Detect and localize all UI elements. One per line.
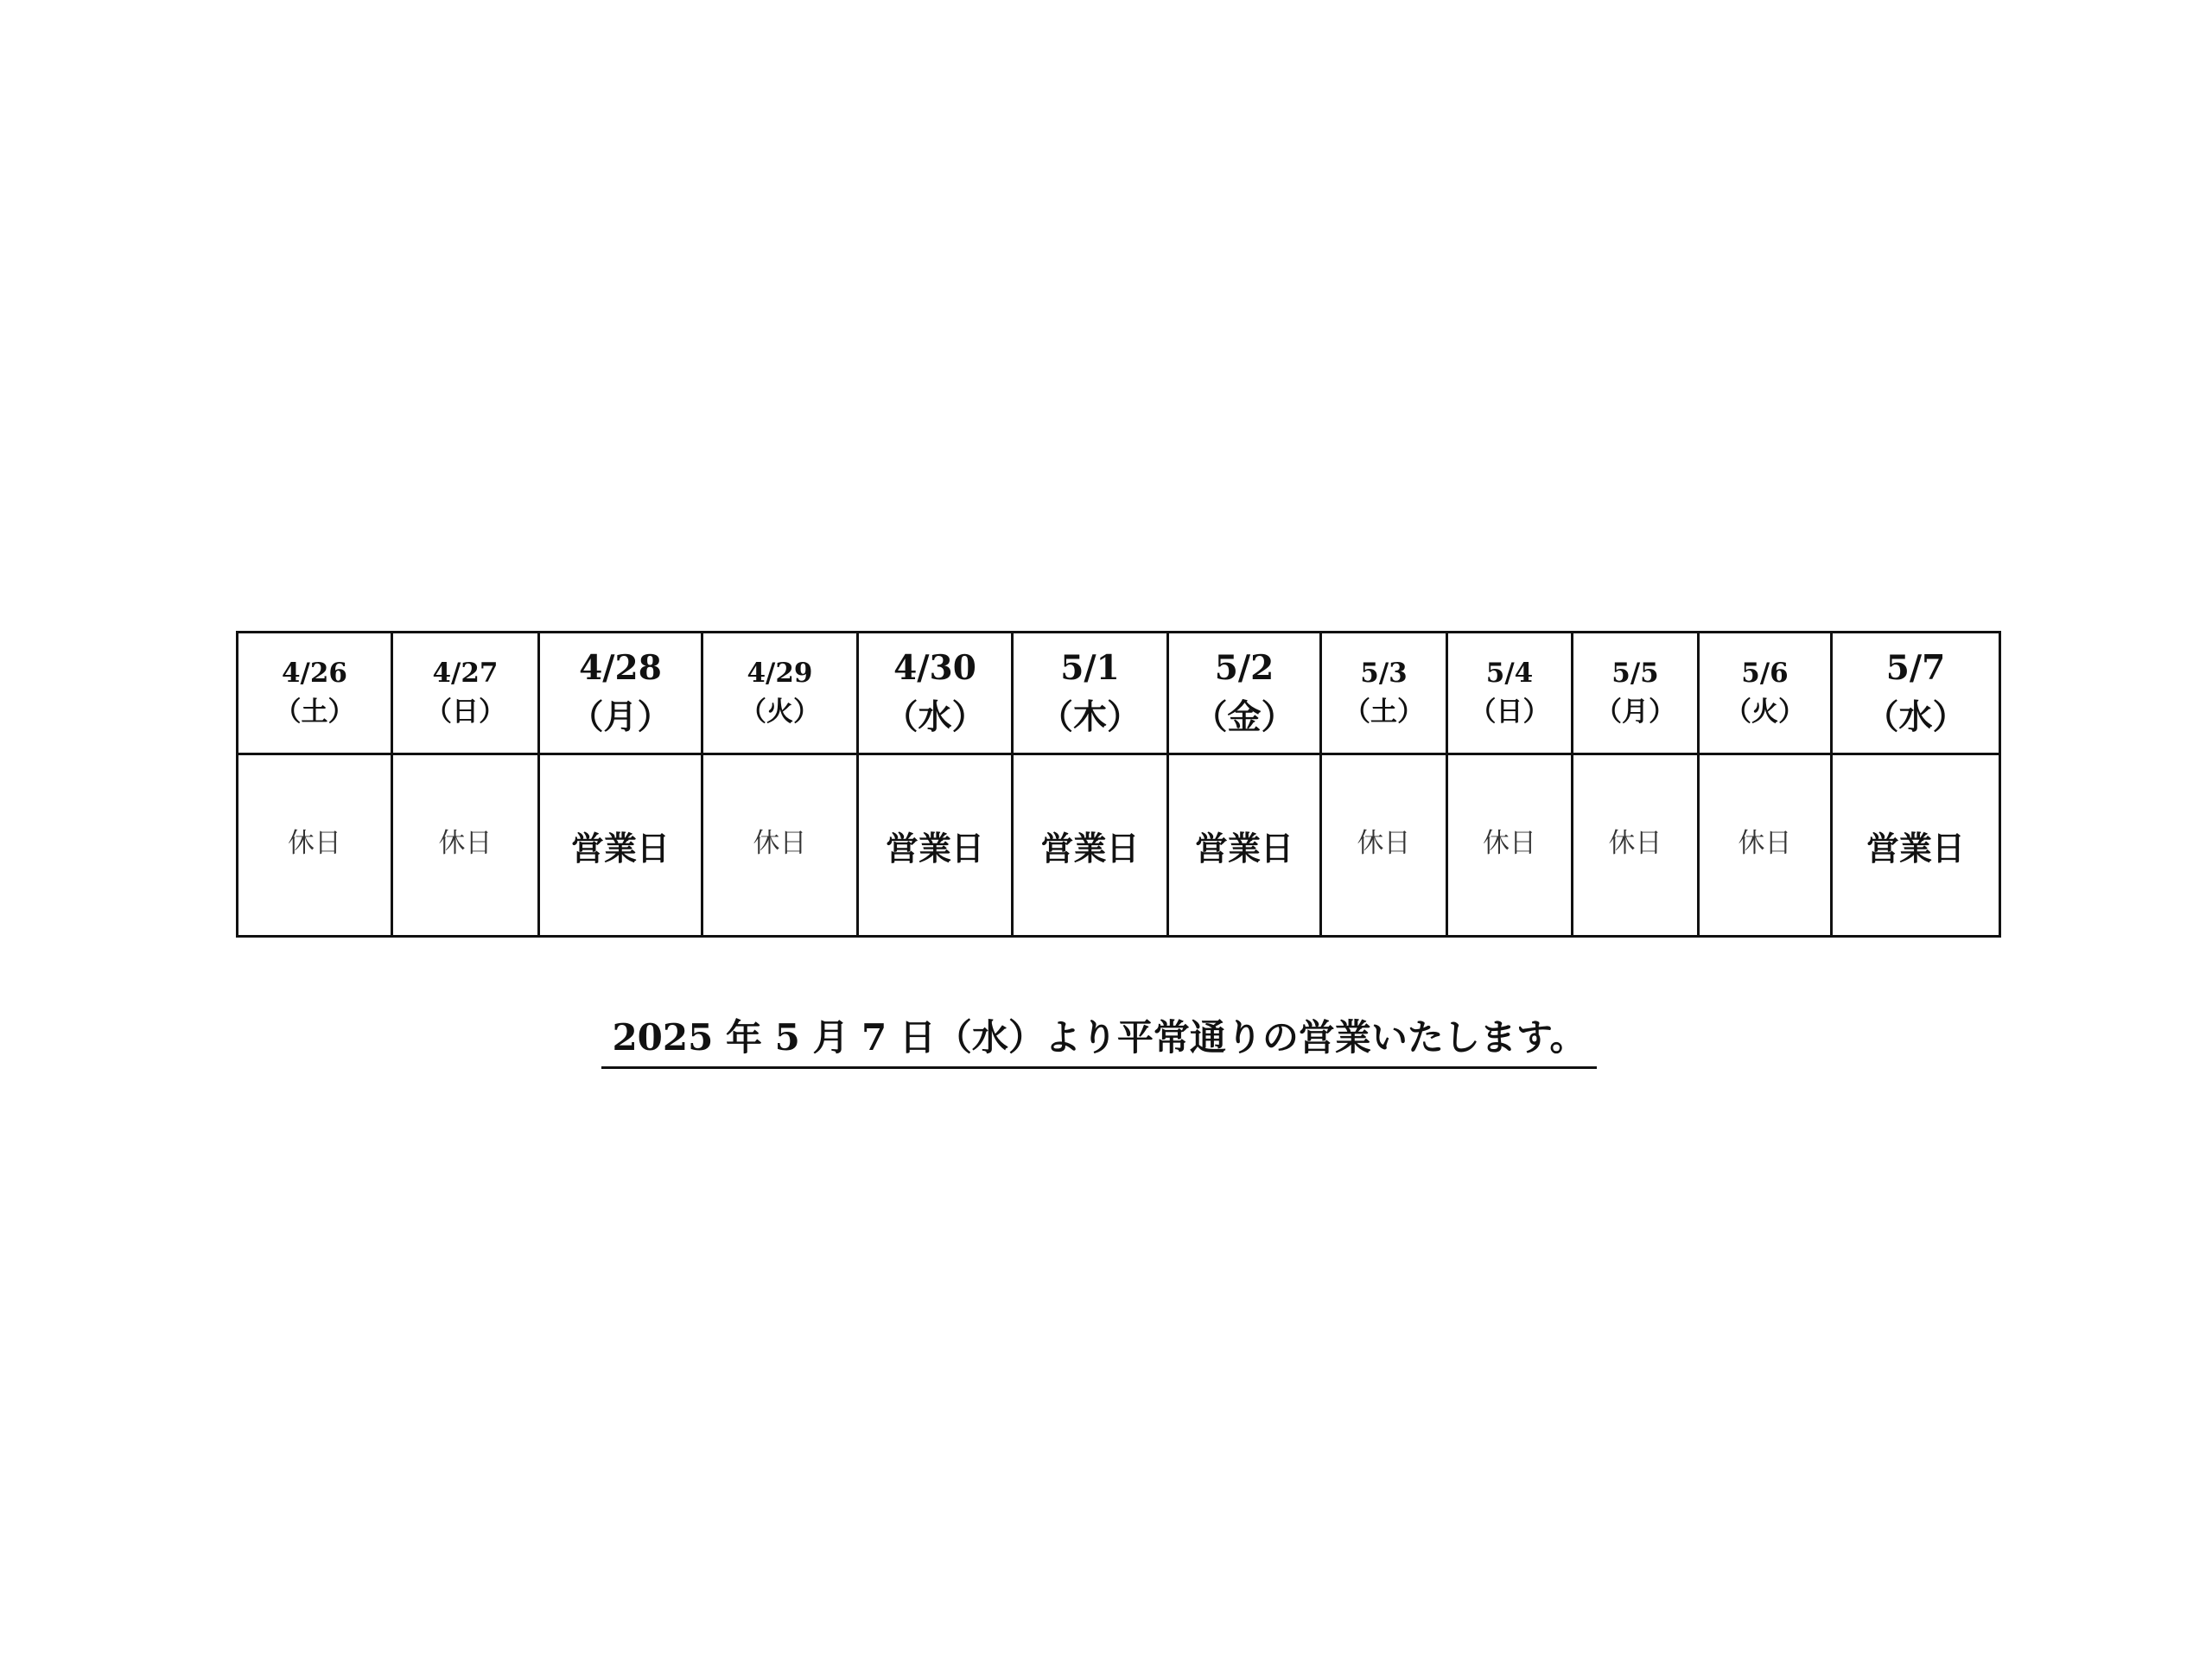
date-label: 5/3 bbox=[1360, 658, 1408, 690]
date-cell bbox=[1321, 633, 1447, 754]
date-cell bbox=[1168, 633, 1321, 754]
date-cell bbox=[702, 633, 858, 754]
holiday-schedule-table bbox=[236, 631, 2001, 938]
weekday-label: （火） bbox=[740, 696, 820, 728]
date-cell bbox=[1832, 633, 2000, 754]
status-open: 営業日 bbox=[539, 754, 702, 937]
status-closed: 休日 bbox=[1447, 754, 1573, 937]
status-closed: 休日 bbox=[238, 754, 392, 937]
status-open: 営業日 bbox=[1013, 754, 1168, 937]
weekday-label: （月） bbox=[1595, 696, 1675, 728]
date-label: 4/28 bbox=[579, 648, 662, 689]
status-row bbox=[238, 754, 2000, 937]
reopening-notice: 2025 年 5 月 7 日（水）より平常通りの営業いたします。 bbox=[601, 1009, 1597, 1069]
date-header-row bbox=[238, 633, 2000, 754]
date-cell bbox=[1573, 633, 1699, 754]
date-cell bbox=[1013, 633, 1168, 754]
date-label: 4/27 bbox=[432, 658, 499, 690]
status-closed: 休日 bbox=[1699, 754, 1832, 937]
weekday-label: （木） bbox=[1039, 697, 1141, 737]
date-cell bbox=[238, 633, 392, 754]
date-label: 4/29 bbox=[747, 658, 813, 690]
weekday-label: （水） bbox=[884, 697, 986, 737]
status-open: 営業日 bbox=[1832, 754, 2000, 937]
status-closed: 休日 bbox=[1321, 754, 1447, 937]
date-cell bbox=[858, 633, 1013, 754]
date-label: 5/4 bbox=[1485, 658, 1534, 690]
date-label: 5/1 bbox=[1060, 648, 1120, 689]
weekday-label: （月） bbox=[569, 697, 671, 737]
date-cell bbox=[392, 633, 539, 754]
status-closed: 休日 bbox=[702, 754, 858, 937]
date-label: 5/2 bbox=[1214, 648, 1274, 689]
date-label: 5/6 bbox=[1741, 658, 1789, 690]
date-label: 4/30 bbox=[893, 648, 976, 689]
date-cell bbox=[539, 633, 702, 754]
weekday-label: （土） bbox=[274, 696, 355, 728]
date-label: 5/7 bbox=[1885, 648, 1946, 689]
date-label: 5/5 bbox=[1611, 658, 1659, 690]
weekday-label: （金） bbox=[1193, 697, 1295, 737]
date-cell bbox=[1699, 633, 1832, 754]
weekday-label: （火） bbox=[1725, 696, 1805, 728]
status-closed: 休日 bbox=[392, 754, 539, 937]
weekday-label: （水） bbox=[1865, 697, 1967, 737]
date-cell bbox=[1447, 633, 1573, 754]
date-label: 4/26 bbox=[281, 658, 348, 690]
status-open: 営業日 bbox=[1168, 754, 1321, 937]
weekday-label: （日） bbox=[1469, 696, 1550, 728]
weekday-label: （日） bbox=[425, 696, 505, 728]
status-open: 営業日 bbox=[858, 754, 1013, 937]
status-closed: 休日 bbox=[1573, 754, 1699, 937]
weekday-label: （土） bbox=[1344, 696, 1424, 728]
